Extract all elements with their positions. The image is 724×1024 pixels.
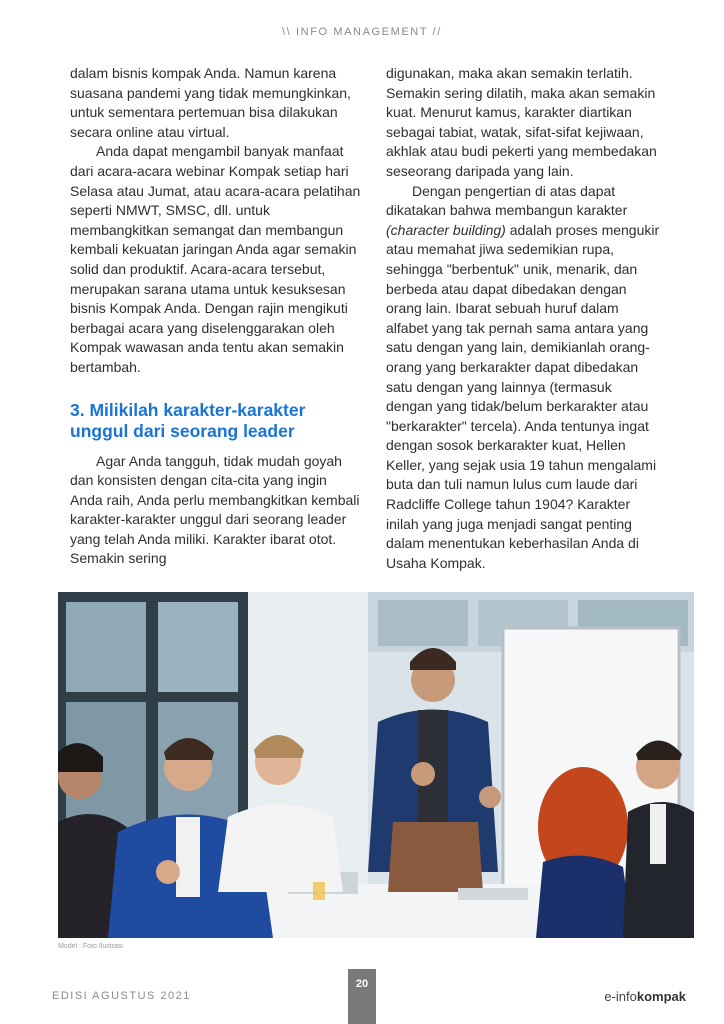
- character-building-term: (character building): [386, 221, 506, 238]
- left-paragraph-2: Anda dapat mengambil banyak manfaat dari acara-acara webinar Kompak setiap hari Selasa atau Jumat, atau acara-acara pelatihan seperti NMWT, SMSC, dll. untuk membangkitkan semangat dan membangun kembali kekuatan jaringan Anda agar semakin solid dan produktif. Acara-acara tersebut, merupakan sarana utama untuk kesuksesan bisnis Kompak Anda. Dengan rajin mengikuti berbagai acara yang diselenggarakan oleh Kompak wawasan anda tentu akan semakin bertambah.: [70, 143, 361, 375]
- photo-caption: Model : Foto Ilustrasi: [58, 943, 123, 950]
- edition-label: EDISI AGUSTUS 2021: [52, 990, 191, 1002]
- section-header: \\ INFO MANAGEMENT //: [282, 26, 442, 38]
- left-paragraph-3: Agar Anda tangguh, tidak mudah goyah dan konsisten dengan cita-cita yang ingin Anda raih, Anda perlu membangkitkan kembali karakter-karakter unggul dari seorang leader yang telah Anda miliki. Karakter ibarat otot. Semakin sering: [70, 452, 360, 567]
- brand-suffix: kompak: [636, 989, 686, 1004]
- brand-logo: [604, 989, 686, 1004]
- meeting-illustration: [58, 592, 694, 938]
- section-heading: 3. Milikilah karakter-karakter unggul dari seorang leader: [70, 399, 306, 441]
- page-number: 20: [355, 978, 369, 990]
- right-paragraph-2-start: Dengan pengertian di atas dapat dikatakan bahwa membangun karakter: [386, 182, 628, 219]
- right-paragraph-2-rest: adalah proses mengukir atau memahat jiwa sedemikian rupa, sehingga "berbentuk" unik, menarik, dan berbeda atau dapat dibedakan dengan orang lain. Ibarat sebuah huruf dalam alfabet yang tak pernah sama antara yang satu dengan yang lain, demikianlah orang-orang yang berkarakter dapat dibedakan satu dengan yang lainnya (termasuk dengan yang tidak/belum berkarakter atau "berkarakter" tercela). Anda tentunya ingat dengan sosok berkarakter kuat, Hellen Keller, yang sejak usia 19 tahun mengalami buta dan tuli namun lulus cum laude dari Radcliffe College tahun 1904? Karakter inilah yang juga menjadi sangat penting dalam menentukan keberhasilan Anda di Usaha Kompak.: [386, 221, 660, 571]
- left-paragraph-1: dalam bisnis kompak Anda. Namun karena suasana pandemi yang tidak memungkinkan, untuk sementara pertemuan bisa dilakukan secara online atau virtual.: [70, 65, 351, 140]
- page-number-box: [348, 969, 376, 1024]
- right-paragraph-1: digunakan, maka akan semakin terlatih. Semakin sering dilatih, maka akan semakin kuat. Menurut kamus, karakter diartikan sebagai tabiat, watak, sifat-sifat kejiwaan, akhlak atau budi pekerti yang membedakan seseorang daripada yang lain.: [386, 65, 657, 179]
- right-paragraph-2: [386, 182, 662, 574]
- left-column: [70, 64, 362, 569]
- meeting-photo: [58, 592, 694, 938]
- brand-prefix: e-info: [604, 989, 637, 1004]
- right-column: [386, 64, 662, 573]
